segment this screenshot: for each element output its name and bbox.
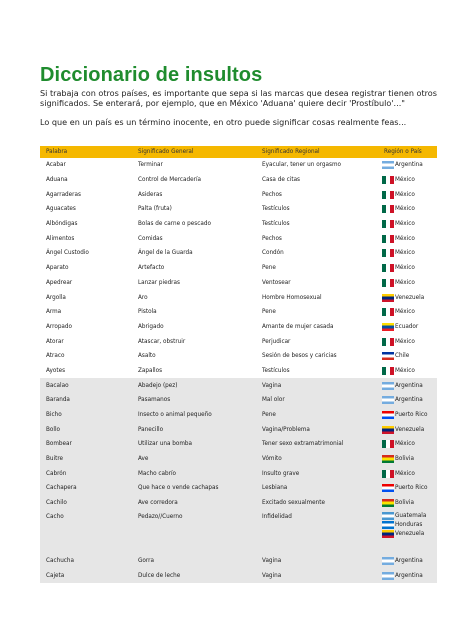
flag-icon <box>382 382 394 390</box>
general-meaning-cell: Palta (fruta) <box>138 206 172 213</box>
country-entry <box>382 249 437 258</box>
country-cell <box>378 276 437 291</box>
word-cell: Aduana <box>46 177 68 184</box>
regional-meaning-cell: Testículos <box>262 221 290 228</box>
country-cell <box>378 496 437 511</box>
country-name: México <box>395 235 415 242</box>
regional-meaning-cell: Ventosear <box>262 279 291 286</box>
country-entry <box>382 308 437 317</box>
flag-icon <box>382 352 394 360</box>
word-cell: Argolla <box>46 294 66 301</box>
word-cell: Albóndigas <box>46 221 78 228</box>
general-meaning-cell: Pasamanos <box>132 393 256 408</box>
country-entry <box>382 352 437 361</box>
table-header-row <box>40 146 437 158</box>
word-cell: Alimentos <box>46 235 75 242</box>
country-cell <box>378 554 437 569</box>
general-meaning-cell: Asideras <box>138 191 163 198</box>
table-row <box>40 202 437 217</box>
general-meaning-cell: Terminar <box>138 162 163 169</box>
regional-meaning-cell: Testículos <box>262 367 290 374</box>
general-meaning-cell: Pedazo//Cuerno <box>132 511 256 554</box>
country-cell <box>378 481 437 496</box>
header-palabra: Palabra <box>40 146 132 158</box>
flag-icon <box>382 440 394 448</box>
flag-icon <box>382 426 394 434</box>
regional-meaning-cell: Excitado sexualmente <box>256 496 378 511</box>
word-cell: Ángel Custodio <box>46 250 89 257</box>
word-cell: Cabrón <box>40 466 132 481</box>
regional-meaning-cell: Vagina/Problema <box>256 422 378 437</box>
intro-note: Lo que en un país es un término inocente, en otro puede significar cosas realmente feas... <box>40 117 407 127</box>
table-row <box>40 320 437 335</box>
word-cell: Cachapera <box>40 481 132 496</box>
country-entry <box>382 556 437 565</box>
country-cell <box>378 452 437 467</box>
country-entry <box>382 161 437 170</box>
country-cell <box>378 408 437 423</box>
table-row <box>40 187 437 202</box>
word-cell: Aguacates <box>46 206 76 213</box>
flag-icon <box>382 530 394 538</box>
flag-icon <box>382 572 394 580</box>
general-meaning-cell: Lanzar piedras <box>138 279 180 286</box>
country-entry <box>382 337 437 346</box>
country-name: Honduras <box>395 522 423 528</box>
country-name: Ecuador <box>395 323 419 330</box>
regional-meaning-cell: Pene <box>262 309 276 316</box>
flag-icon <box>382 249 394 257</box>
regional-meaning-cell: Hombre Homosexual <box>262 294 322 301</box>
flag-icon <box>382 499 394 507</box>
country-cell <box>378 334 437 349</box>
table-row <box>40 554 437 569</box>
table-row <box>40 231 437 246</box>
country-entry <box>382 220 437 229</box>
table-row <box>40 246 437 261</box>
table-row <box>40 466 437 481</box>
table-row <box>40 393 437 408</box>
country-name: Argentina <box>395 382 423 389</box>
flag-icon <box>382 308 394 316</box>
table-body <box>40 158 437 583</box>
word-cell: Buitre <box>40 452 132 467</box>
table-row <box>40 173 437 188</box>
country-entry <box>382 176 437 185</box>
regional-meaning-cell: Pechos <box>262 235 282 242</box>
table-row <box>40 364 437 379</box>
country-entry <box>382 381 437 390</box>
country-entry <box>382 484 437 493</box>
insults-table <box>40 146 437 583</box>
country-name: Argentina <box>395 557 423 564</box>
word-cell: Atraco <box>46 353 65 360</box>
regional-meaning-cell: Infidelidad <box>256 511 378 554</box>
table-row <box>40 452 437 467</box>
word-cell: Cajeta <box>40 568 132 583</box>
country-entry <box>382 530 437 539</box>
flag-icon <box>382 235 394 243</box>
table-row <box>40 334 437 349</box>
word-cell: Cachucha <box>40 554 132 569</box>
country-entry <box>382 512 437 521</box>
general-meaning-cell: Insecto o animal pequeño <box>132 408 256 423</box>
country-name: Venezuela <box>395 531 425 537</box>
regional-meaning-cell: Pene <box>256 408 378 423</box>
country-name: Argentina <box>395 397 423 404</box>
country-name: México <box>395 191 415 198</box>
general-meaning-cell: Dulce de leche <box>132 568 256 583</box>
country-cell <box>378 246 437 261</box>
word-cell: Baranda <box>40 393 132 408</box>
country-name: México <box>395 279 415 286</box>
country-cell <box>378 187 437 202</box>
flag-icon <box>382 338 394 346</box>
flag-icon <box>382 205 394 213</box>
country-name: Puerto Rico <box>395 485 428 492</box>
regional-meaning-cell: Perjudicar <box>262 338 291 345</box>
country-name: Argentina <box>395 162 423 169</box>
flag-icon <box>382 557 394 565</box>
general-meaning-cell: Atascar, obstruir <box>138 338 186 345</box>
regional-meaning-cell: Vagina <box>256 568 378 583</box>
country-cell <box>378 568 437 583</box>
flag-icon <box>382 521 394 529</box>
general-meaning-cell: Bolas de carne o pescado <box>138 221 211 228</box>
flag-icon <box>382 220 394 228</box>
flag-icon <box>382 161 394 169</box>
table-row <box>40 408 437 423</box>
general-meaning-cell: Ave <box>132 452 256 467</box>
country-name: México <box>395 367 415 374</box>
general-meaning-cell: Pistola <box>138 309 157 316</box>
word-cell: Arropado <box>46 323 73 330</box>
header-significado-general: Significado General <box>132 146 256 158</box>
flag-icon <box>382 470 394 478</box>
flag-icon <box>382 512 394 520</box>
country-entry <box>382 278 437 287</box>
flag-icon <box>382 411 394 419</box>
country-entry <box>382 366 437 375</box>
regional-meaning-cell: Sesión de besos y caricias <box>262 353 337 360</box>
table-row <box>40 305 437 320</box>
regional-meaning-cell: Condón <box>262 250 284 257</box>
regional-meaning-cell: Insulto grave <box>256 466 378 481</box>
flag-icon <box>382 264 394 272</box>
country-cell <box>378 231 437 246</box>
country-entry <box>382 234 437 243</box>
country-entry <box>382 322 437 331</box>
page-title: Diccionario de insultos <box>40 64 263 86</box>
word-cell: Atorar <box>46 338 64 345</box>
word-cell: Bombear <box>40 437 132 452</box>
regional-meaning-cell: Pechos <box>262 191 282 198</box>
country-entry <box>382 571 437 580</box>
country-entry <box>382 425 437 434</box>
flag-icon <box>382 455 394 463</box>
general-meaning-cell: Comidas <box>138 235 163 242</box>
regional-meaning-cell: Vagina <box>256 554 378 569</box>
country-name: México <box>395 265 415 272</box>
regional-meaning-cell: Lesbiana <box>256 481 378 496</box>
regional-meaning-cell: Eyacular, tener un orgasmo <box>262 162 341 169</box>
intro-line-1: Si trabaja con otros países, es importante que sepa si las marcas que desea registrar tienen otros <box>40 88 437 98</box>
country-name: México <box>395 221 415 228</box>
country-cell <box>378 422 437 437</box>
general-meaning-cell: Artefacto <box>138 265 165 272</box>
word-cell: Apedrear <box>46 279 73 286</box>
country-cell <box>378 305 437 320</box>
word-cell: Arma <box>46 309 62 316</box>
table-row <box>40 217 437 232</box>
country-cell <box>378 202 437 217</box>
general-meaning-cell: Panecillo <box>132 422 256 437</box>
regional-meaning-cell: Pene <box>262 265 276 272</box>
flag-icon <box>382 323 394 331</box>
country-cell <box>378 511 437 554</box>
country-name: Bolivia <box>395 456 414 463</box>
country-entry <box>382 455 437 464</box>
country-name: Venezuela <box>395 294 425 301</box>
country-entry <box>382 190 437 199</box>
country-cell <box>378 173 437 188</box>
flag-icon <box>382 396 394 404</box>
country-cell <box>378 320 437 335</box>
general-meaning-cell: Asalto <box>138 353 156 360</box>
country-cell <box>378 349 437 364</box>
general-meaning-cell: Aro <box>138 294 148 301</box>
country-cell <box>378 393 437 408</box>
country-entry <box>382 264 437 273</box>
country-name: México <box>395 177 415 184</box>
regional-meaning-cell: Casa de citas <box>262 177 301 184</box>
country-cell <box>378 364 437 379</box>
country-entry <box>382 499 437 508</box>
country-entry <box>382 411 437 420</box>
word-cell: Cacho <box>40 511 132 554</box>
country-name: México <box>395 309 415 316</box>
country-entry <box>382 396 437 405</box>
country-entry <box>382 440 437 449</box>
general-meaning-cell: Abadejo (pez) <box>132 378 256 393</box>
word-cell: Agarraderas <box>46 191 81 198</box>
flag-icon <box>382 176 394 184</box>
header-significado-regional: Significado Regional <box>256 146 378 158</box>
country-cell <box>378 378 437 393</box>
country-name: Bolivia <box>395 500 414 507</box>
regional-meaning-cell: Amante de mujer casada <box>262 323 334 330</box>
table-row <box>40 290 437 305</box>
country-name: México <box>395 441 415 448</box>
table-row <box>40 276 437 291</box>
country-name: Venezuela <box>395 426 425 433</box>
country-name: México <box>395 470 415 477</box>
general-meaning-cell: Zapallos <box>138 367 163 374</box>
country-cell <box>378 290 437 305</box>
general-meaning-cell: Gorra <box>132 554 256 569</box>
regional-meaning-cell: Mal olor <box>256 393 378 408</box>
country-name: Argentina <box>395 572 423 579</box>
table-row <box>40 378 437 393</box>
country-cell <box>378 261 437 276</box>
general-meaning-cell: Macho cabrío <box>132 466 256 481</box>
flag-icon <box>382 367 394 375</box>
country-cell <box>378 437 437 452</box>
country-entry <box>382 469 437 478</box>
general-meaning-cell: Que hace o vende cachapas <box>132 481 256 496</box>
country-name: México <box>395 206 415 213</box>
word-cell: Bacalao <box>40 378 132 393</box>
table-row <box>40 568 437 583</box>
country-name: México <box>395 250 415 257</box>
country-entry <box>382 521 437 530</box>
regional-meaning-cell: Vómito <box>256 452 378 467</box>
general-meaning-cell: Utilizar una bomba <box>132 437 256 452</box>
country-cell <box>378 158 437 173</box>
general-meaning-cell: Abrigado <box>138 323 164 330</box>
regional-meaning-cell: Tener sexo extramatrimonial <box>256 437 378 452</box>
country-name: Chile <box>395 353 410 360</box>
regional-meaning-cell: Testículos <box>262 206 290 213</box>
flag-icon <box>382 279 394 287</box>
country-name: México <box>395 338 415 345</box>
table-row <box>40 261 437 276</box>
table-row <box>40 481 437 496</box>
word-cell: Aparato <box>46 265 69 272</box>
general-meaning-cell: Ave corredora <box>132 496 256 511</box>
word-cell: Ayotes <box>46 367 66 374</box>
country-entry <box>382 205 437 214</box>
header-region: Región o País <box>378 146 437 158</box>
word-cell: Bicho <box>40 408 132 423</box>
country-cell <box>378 217 437 232</box>
intro-paragraph <box>40 88 440 108</box>
table-row <box>40 496 437 511</box>
word-cell: Acabar <box>46 162 66 169</box>
word-cell: Cachilo <box>40 496 132 511</box>
country-name: Puerto Rico <box>395 412 428 419</box>
intro-line-2: significados. Se enterará, por ejemplo, que en México 'Aduana' quiere decir 'Prostíbulo'..." <box>40 98 406 108</box>
table-row <box>40 158 437 173</box>
table-row <box>40 349 437 364</box>
table-row <box>40 511 437 554</box>
table-row <box>40 422 437 437</box>
country-cell <box>378 466 437 481</box>
flag-icon <box>382 294 394 302</box>
flag-icon <box>382 484 394 492</box>
country-name: Guatemala <box>395 513 427 519</box>
flag-icon <box>382 191 394 199</box>
general-meaning-cell: Ángel de la Guarda <box>138 250 193 257</box>
word-cell: Bollo <box>40 422 132 437</box>
regional-meaning-cell: Vagina <box>256 378 378 393</box>
general-meaning-cell: Control de Mercadería <box>138 177 202 184</box>
country-entry <box>382 293 437 302</box>
table-row <box>40 437 437 452</box>
